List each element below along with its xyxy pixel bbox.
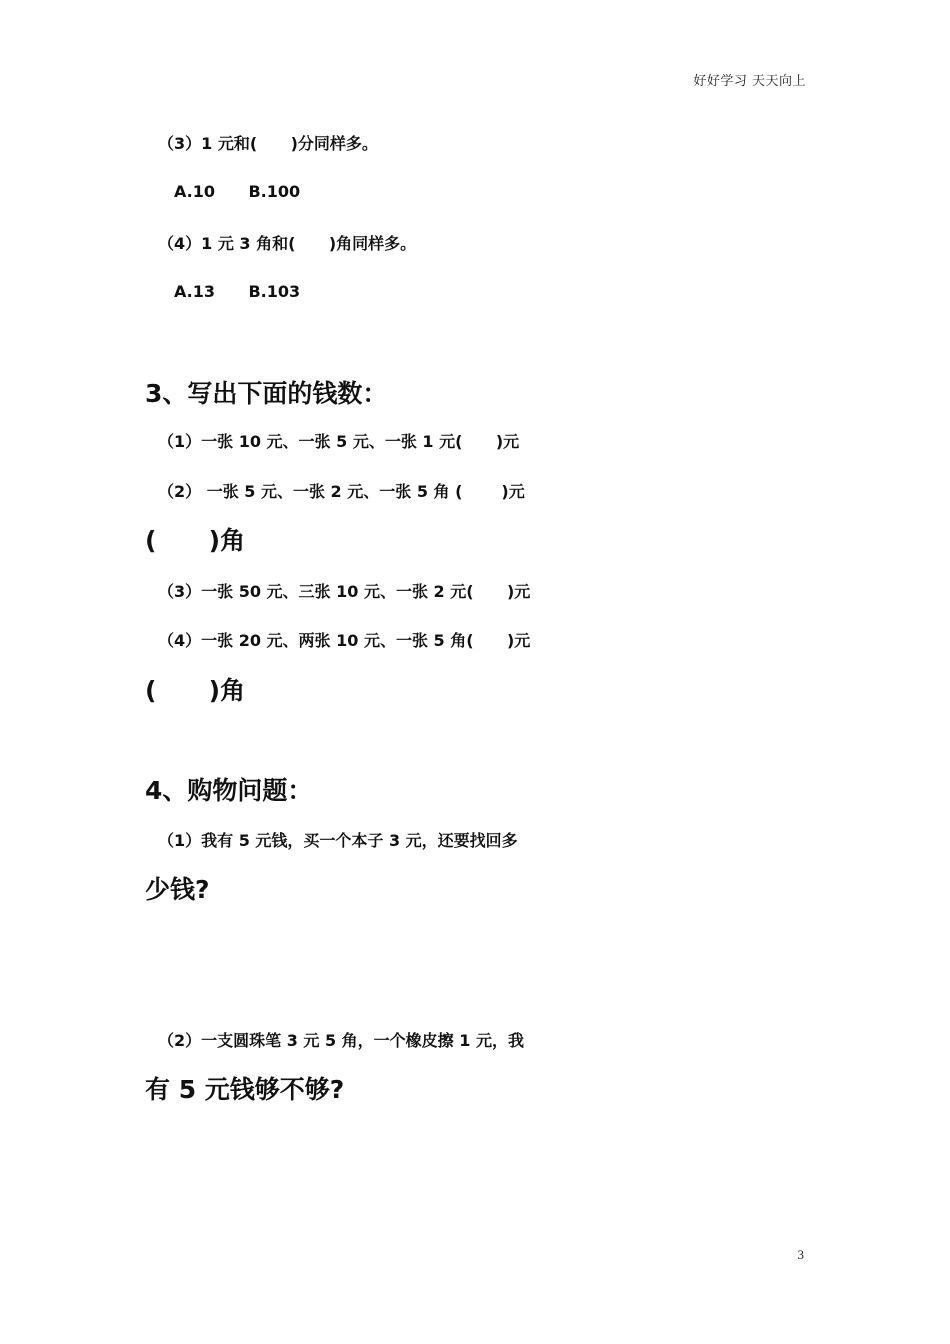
- page-header: 好好学习 天天向上: [693, 74, 806, 89]
- section-4-heading: 4、购物问题：: [145, 776, 313, 805]
- question-2-3: （3）1 元和( )分同样多。: [158, 134, 378, 153]
- question-2-3-options: A.10 B.100: [174, 182, 301, 201]
- question-4-2-line1: （2）一支圆珠笔 3 元 5 角，一个橡皮擦 1 元，我: [158, 1031, 524, 1050]
- page-number: 3: [797, 1247, 804, 1262]
- question-2-4-options: A.13 B.103: [174, 282, 301, 301]
- question-4-2-line2: 有 5 元钱够不够?: [145, 1075, 345, 1104]
- question-3-3: （3）一张 50 元、三张 10 元、一张 2 元( )元: [158, 582, 531, 601]
- question-3-4-line1: （4）一张 20 元、两张 10 元、一张 5 角( )元: [158, 631, 531, 650]
- question-2-4: （4）1 元 3 角和( )角同样多。: [158, 234, 417, 253]
- question-3-2-line2: ( )角: [145, 526, 246, 555]
- question-3-1: （1）一张 10 元、一张 5 元、一张 1 元( )元: [158, 432, 520, 451]
- question-4-1-line1: （1）我有 5 元钱，买一个本子 3 元，还要找回多: [158, 831, 518, 850]
- question-3-4-line2: ( )角: [145, 676, 246, 705]
- question-4-1-line2: 少钱?: [145, 875, 210, 904]
- question-3-2-line1: （2） 一张 5 元、一张 2 元、一张 5 角 ( )元: [158, 482, 525, 501]
- section-3-heading: 3、写出下面的钱数：: [145, 379, 388, 408]
